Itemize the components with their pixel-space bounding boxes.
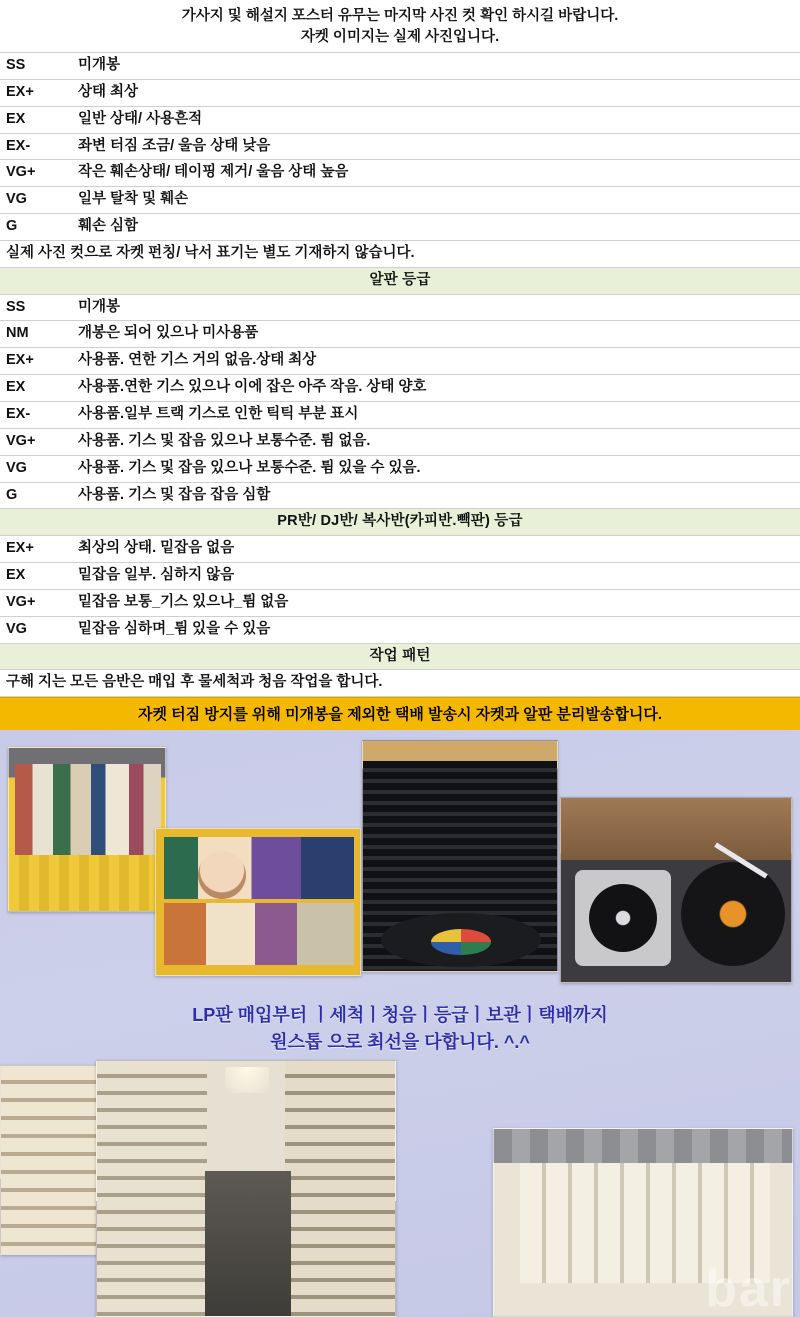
portrait-sleeve-graphic	[198, 851, 246, 899]
grade-desc: 사용품.연한 기스 있으나 이에 잡은 아주 작음. 상태 양호	[72, 375, 800, 402]
intro-line-1: 가사지 및 해설지 포스터 유무는 마지막 사진 컷 확인 하시길 바랍니다.	[181, 8, 619, 24]
intro-line-2: 자켓 이미지는 실제 사진입니다.	[300, 29, 500, 46]
intro-text	[0, 0, 800, 52]
grade-desc: 미개봉	[72, 53, 800, 80]
grade-desc: 밑잡음 심하며_튐 있을 수 있음	[72, 616, 800, 643]
turntable-workbench-photo	[560, 797, 792, 983]
grade-desc: 밑잡음 보통_기스 있으나_튐 없음	[72, 589, 800, 616]
grade-desc: 훼손 심함	[72, 214, 800, 241]
table-row	[0, 616, 800, 643]
aisle-left-shelf-graphic	[97, 1061, 207, 1317]
jacket-grade-table	[0, 52, 800, 697]
upper-shelf-graphic	[494, 1129, 793, 1163]
table-row	[0, 563, 800, 590]
grade-desc: 사용품. 기스 및 잡음 있으나 보통수준. 튐 있을 수 있음.	[72, 455, 800, 482]
grade-code: EX-	[0, 402, 72, 429]
grade-code: EX	[0, 563, 72, 590]
grade-code: EX+	[0, 79, 72, 106]
work-note: 구해 지는 모든 음반은 매입 후 물세척과 청음 작업을 합니다.	[0, 670, 800, 697]
table-row	[0, 214, 800, 241]
grade-code: VG+	[0, 589, 72, 616]
record-crates-photo	[8, 747, 166, 912]
grade-desc: 사용품.일부 트랙 기스로 인한 틱틱 부분 표시	[72, 402, 800, 429]
table-row	[0, 187, 800, 214]
grade-code: VG	[0, 187, 72, 214]
grade-code: EX-	[0, 133, 72, 160]
vinyl-stack-photo	[362, 740, 558, 972]
table-row	[0, 79, 800, 106]
framed-sleeves-photo	[155, 828, 361, 976]
aisle-right-shelf-graphic	[285, 1061, 395, 1317]
grade-code: VG	[0, 616, 72, 643]
collage-caption	[0, 1002, 800, 1056]
grade-desc: 사용품. 기스 및 잡음 잡음 심함	[72, 482, 800, 509]
grade-code: SS	[0, 294, 72, 321]
table-row	[0, 348, 800, 375]
caption-line-1: LP판 매입부터 ㅣ세척ㅣ청음ㅣ등급ㅣ보관ㅣ택배까지	[192, 1005, 608, 1026]
turntable-right-graphic	[681, 862, 785, 966]
grade-code: EX+	[0, 348, 72, 375]
table-row	[0, 160, 800, 187]
grade-code: NM	[0, 321, 72, 348]
table-row	[0, 53, 800, 80]
grade-desc: 최상의 상태. 밑잡음 없음	[72, 536, 800, 563]
table-row	[0, 294, 800, 321]
table-row	[0, 106, 800, 133]
grade-desc: 상태 최상	[72, 79, 800, 106]
table-row	[0, 267, 800, 294]
table-row	[0, 240, 800, 267]
grade-desc: 개봉은 되어 있으나 미사용품	[72, 321, 800, 348]
sleeve-row-top	[164, 837, 354, 899]
shipping-banner: 자켓 터짐 방지를 위해 미개봉을 제외한 택배 발송시 자켓과 알판 분리발송합니다.	[0, 697, 800, 730]
grade-desc: 일반 상태/ 사용흔적	[72, 106, 800, 133]
grade-code: EX	[0, 106, 72, 133]
grade-code: G	[0, 482, 72, 509]
jacket-note: 실제 사진 컷으로 자켓 펀칭/ 낙서 표기는 별도 기재하지 않습니다.	[0, 240, 800, 267]
table-row	[0, 482, 800, 509]
table-row	[0, 133, 800, 160]
grade-desc: 작은 훼손상태/ 테이핑 제거/ 울음 상태 높음	[72, 160, 800, 187]
grade-code: SS	[0, 53, 72, 80]
grade-desc: 좌변 터짐 조금/ 울음 상태 낮음	[72, 133, 800, 160]
grade-code: VG+	[0, 160, 72, 187]
platter-left-graphic	[589, 884, 657, 952]
table-row	[0, 589, 800, 616]
warehouse-shelf-left-photo	[0, 1065, 100, 1255]
yellow-crate-graphic	[9, 855, 166, 911]
table-row	[0, 428, 800, 455]
table-row	[0, 643, 800, 670]
grade-desc: 사용품. 기스 및 잡음 있으나 보통수준. 튐 없음.	[72, 428, 800, 455]
table-row	[0, 402, 800, 429]
grade-desc: 사용품. 연한 기스 거의 없음.상태 최상	[72, 348, 800, 375]
record-sleeves-graphic	[15, 764, 161, 856]
pr-section-title: PR반/ DJ반/ 복사반(카피반.빽판) 등급	[0, 509, 800, 536]
disc-section-title: 알판 등급	[0, 267, 800, 294]
table-row	[0, 321, 800, 348]
table-row	[0, 509, 800, 536]
photo-collage	[0, 730, 800, 1317]
wooden-bench-graphic	[561, 798, 792, 860]
grade-code: EX+	[0, 536, 72, 563]
table-row	[0, 375, 800, 402]
grade-desc: 밑잡음 일부. 심하지 않음	[72, 563, 800, 590]
grade-code: VG	[0, 455, 72, 482]
watermark-text: bar	[705, 1260, 792, 1317]
grade-code: G	[0, 214, 72, 241]
turntable-left-graphic	[575, 870, 671, 966]
caption-line-2: 원스톱 으로 최선을 다합니다. ^.^	[270, 1032, 530, 1053]
shelf-rows-graphic	[1, 1066, 100, 1255]
grade-desc: 일부 탈착 및 훼손	[72, 187, 800, 214]
table-row	[0, 670, 800, 697]
warehouse-aisle-photo	[96, 1060, 396, 1317]
grade-code: VG+	[0, 428, 72, 455]
grade-desc: 미개봉	[72, 294, 800, 321]
aisle-floor-graphic	[205, 1171, 291, 1317]
work-section-title: 작업 패턴	[0, 643, 800, 670]
sleeve-row-bottom	[164, 903, 354, 965]
grade-code: EX	[0, 375, 72, 402]
table-row	[0, 455, 800, 482]
ceiling-light-graphic	[225, 1067, 269, 1093]
table-row	[0, 536, 800, 563]
